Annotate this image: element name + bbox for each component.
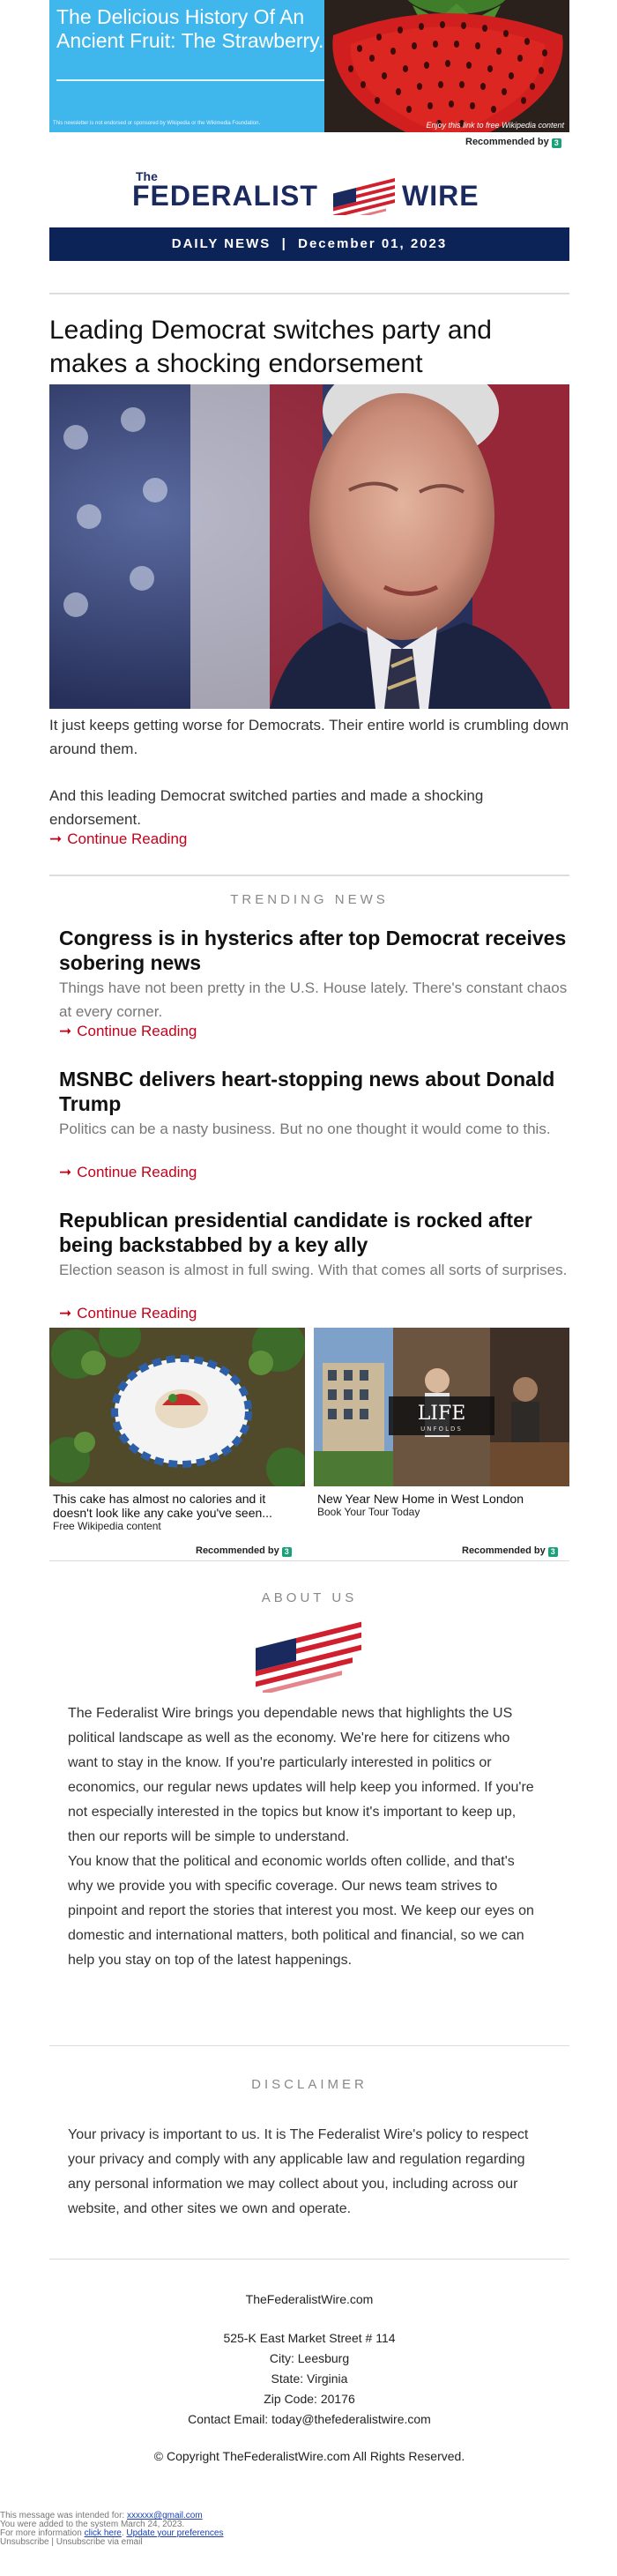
flag-logo-icon [331, 175, 398, 215]
continue-reading-label: Continue Reading [67, 830, 188, 847]
cake-image[interactable] [49, 1328, 305, 1486]
top-ad-caption: Enjoy this link to free Wikipedia content [426, 121, 564, 130]
sponsored-title[interactable]: New Year New Home in West London [317, 1492, 524, 1506]
site-logo[interactable] [132, 168, 485, 217]
strawberry-image[interactable] [324, 0, 569, 132]
trending-article-desc: Things have not been pretty in the U.S. House lately. There's constant chaos at every corner. [59, 979, 568, 1020]
sponsored-source: Book Your Tour Today [317, 1506, 420, 1518]
recommended-label: Recommended by [462, 1545, 546, 1556]
divider [49, 2259, 569, 2260]
main-article-paragraph-2: And this leading Democrat switched parties and made a shocking endorsement. [49, 787, 484, 828]
trending-continue-reading-link[interactable] [59, 1023, 197, 1040]
recommended-by[interactable] [462, 1545, 558, 1557]
click-here-link[interactable]: click here [84, 2528, 122, 2538]
trending-news-heading: TRENDING NEWS [230, 892, 389, 907]
cake-photo [49, 1328, 305, 1486]
fine-print-added: You were added to the system March 24, 2023. [0, 2520, 185, 2529]
trending-article-title[interactable]: Congress is in hysterics after top Democrat receives sobering news [59, 927, 567, 974]
trending-article-desc: Politics can be a nasty business. But no one thought it would come to this. [59, 1120, 551, 1137]
main-continue-reading-link[interactable] [49, 830, 187, 848]
recommended-label: Recommended by [196, 1545, 279, 1556]
divider [49, 293, 569, 294]
footer-contact[interactable]: Contact Email: today@thefederalistwire.com [188, 2412, 431, 2426]
unfolds-text: UNFOLDS [420, 1426, 463, 1433]
footer-state: State: Virginia [271, 2371, 348, 2386]
trending-article-title[interactable]: MSNBC delivers heart-stopping news about Donald Trump [59, 1068, 555, 1115]
about-paragraph-1: The Federalist Wire brings you dependable news that highlights the US political landscape as well as the economy. We're here for citizens who want to stay in the know. If you're particularly interested in politics or economics, our regular news updates will help keep you informed. If you're not especially interested in the topics but know it's important to keep up, then our reports will be simple to understand. [68, 1706, 534, 1844]
recommended-by[interactable] [465, 137, 561, 148]
disclaimer-text: Your privacy is important to us. It is The Federalist Wire's policy to respect your privacy and comply with any applicable law and regulation regarding any personal information we may collect about you, including across our website, and other sites we own and operate. [68, 2127, 529, 2216]
recommended-label: Recommended by [465, 137, 549, 147]
arrow-right-icon: ➞ [59, 1164, 72, 1180]
divider [49, 1560, 569, 1561]
home-image[interactable] [314, 1328, 569, 1486]
intended-email-link[interactable]: xxxxxx@gmail.com [126, 2511, 203, 2520]
arrow-right-icon: ➞ [59, 1023, 72, 1039]
politician-photo [49, 384, 569, 709]
recommended-badge-icon: 3 [282, 1547, 292, 1557]
top-ad-title[interactable]: The Delicious History Of An Ancient Fruit: The Strawberry. [56, 5, 324, 52]
divider [49, 2045, 569, 2046]
flag-emblem-icon [254, 1620, 365, 1693]
recommended-badge-icon: 3 [548, 1547, 558, 1557]
divider [49, 875, 569, 876]
intended-prefix: This message was intended for: [0, 2511, 125, 2520]
unsubscribe-link[interactable]: Unsubscribe | Unsubscribe via email [0, 2537, 143, 2547]
separator: . [121, 2528, 124, 2538]
arrow-right-icon: ➞ [49, 830, 63, 847]
trending-continue-reading-link[interactable] [59, 1164, 197, 1181]
sponsored-title[interactable]: This cake has almost no calories and it doesn't look like any cake you've seen... [53, 1492, 272, 1520]
footer-site[interactable]: TheFederalistWire.com [245, 2292, 374, 2306]
top-ad-divider [56, 79, 338, 81]
top-ad-banner[interactable] [49, 0, 569, 132]
strawberry-illustration [324, 0, 569, 132]
main-article-title[interactable]: Leading Democrat switches party and makes a shocking endorsement [49, 316, 492, 378]
about-paragraph-2: You know that the political and economic worlds often collide, and that's why we provide you with specific coverage. Our news team strives to pinpoint and report the stories that interest you most. We keep our eyes on domestic and international matters, both political and financial, so we can help you stay on top of the latest happenings. [68, 1854, 534, 1968]
trending-article-title[interactable]: Republican presidential candidate is rocked after being backstabbed by a key ally [59, 1209, 532, 1256]
main-article-image[interactable] [49, 384, 569, 709]
recommended-by[interactable] [196, 1545, 292, 1557]
sponsored-card[interactable] [49, 1328, 305, 1532]
update-preferences-link[interactable]: Update your preferences [126, 2528, 224, 2538]
footer-zip: Zip Code: 20176 [264, 2392, 355, 2406]
footer-city: City: Leesburg [269, 2351, 350, 2365]
sponsored-card[interactable] [314, 1328, 569, 1518]
sponsored-source: Free Wikipedia content [53, 1520, 161, 1532]
continue-reading-label: Continue Reading [77, 1023, 197, 1039]
date-bar: DAILY NEWS | December 01, 2023 [49, 227, 569, 261]
life-text: LIFE [417, 1403, 466, 1425]
info-prefix: For more information [0, 2528, 82, 2538]
trending-article-desc: Election season is almost in full swing. With that comes all sorts of surprises. [59, 1262, 568, 1278]
footer-street: 525-K East Market Street # 114 [223, 2331, 396, 2345]
disclaimer-heading: DISCLAIMER [251, 2077, 368, 2092]
top-ad-disclaimer: This newsletter is not endorsed or sponsored by Wikipedia or the Wikimedia Foundation. [53, 121, 261, 126]
footer-copyright: © Copyright TheFederalistWire.com All Rights Reserved. [153, 2449, 465, 2463]
trending-continue-reading-link[interactable] [59, 1305, 197, 1322]
main-article-paragraph-1: It just keeps getting worse for Democrats. Their entire world is crumbling down around them. [49, 717, 569, 757]
logo-federalist: FEDERALIST [132, 180, 318, 212]
logo-the: The [136, 169, 158, 183]
arrow-right-icon: ➞ [59, 1305, 72, 1322]
about-us-heading: ABOUT US [261, 1590, 358, 1605]
logo-wire: WIRE [402, 180, 479, 212]
continue-reading-label: Continue Reading [77, 1305, 197, 1322]
home-photo [314, 1328, 569, 1486]
continue-reading-label: Continue Reading [77, 1164, 197, 1180]
recommended-badge-icon: 3 [552, 138, 561, 148]
